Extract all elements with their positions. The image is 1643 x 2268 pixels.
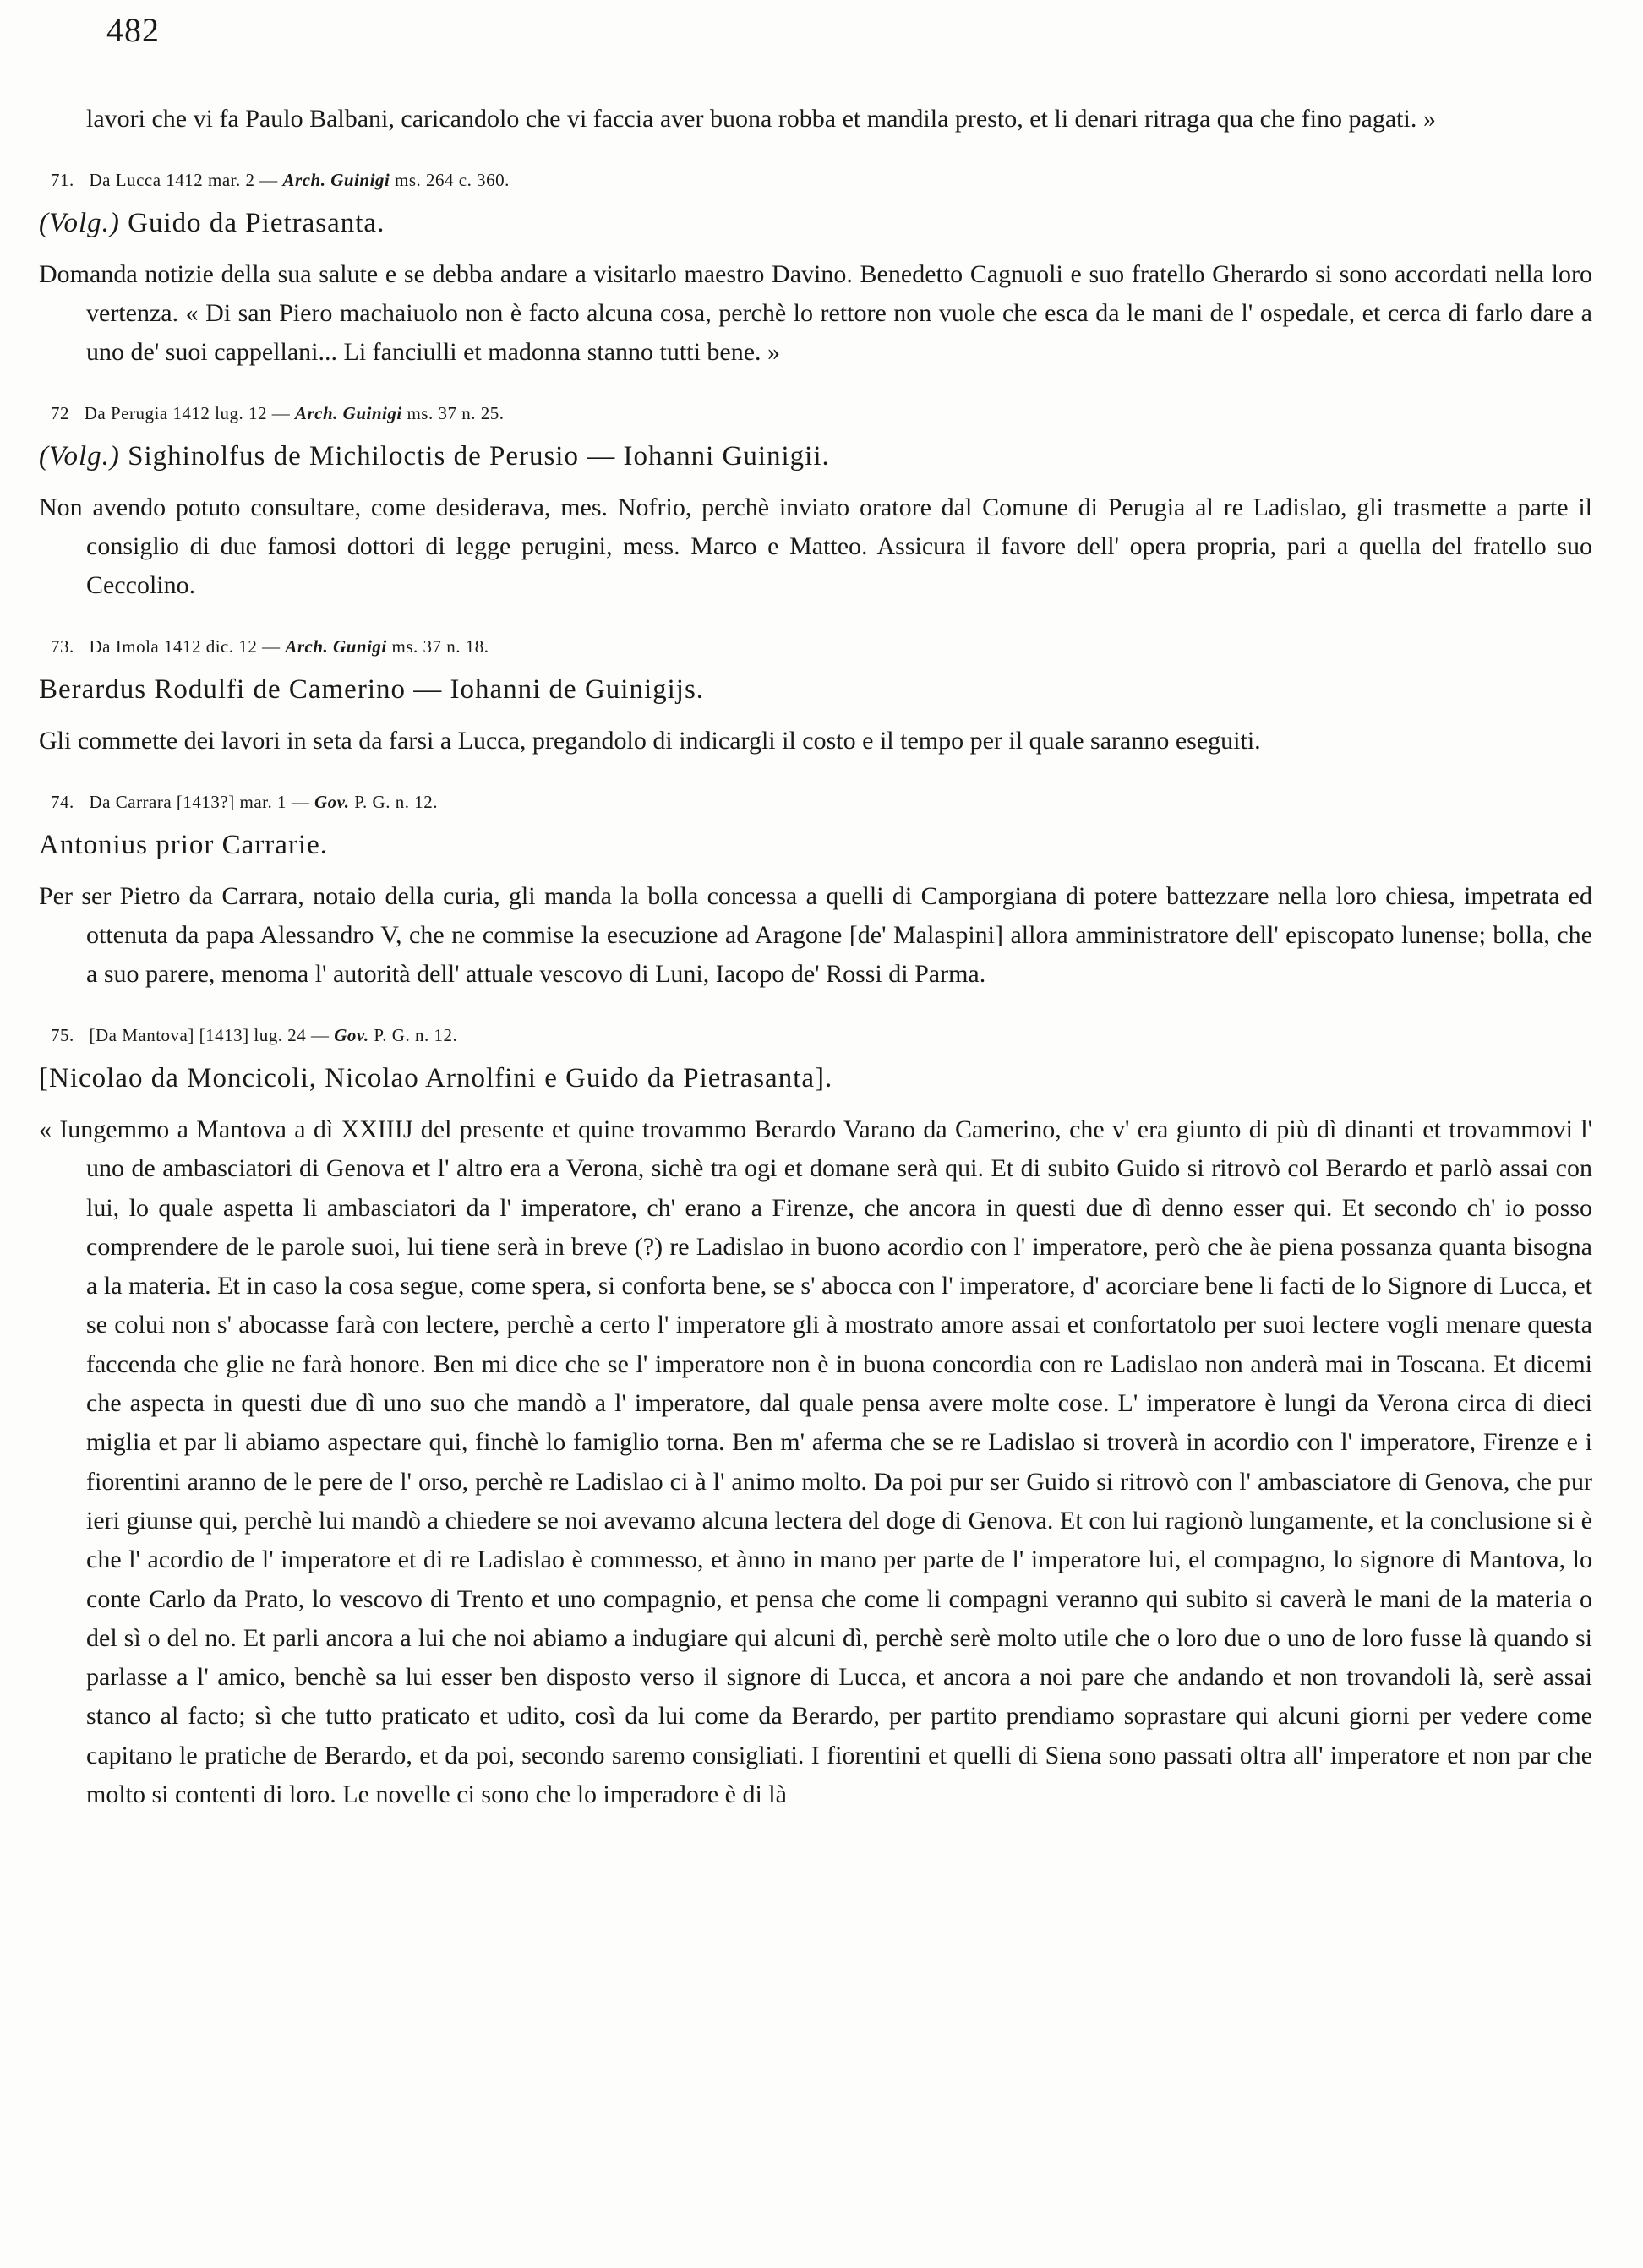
archive-ref: ms. 37 n. 25. — [407, 403, 505, 423]
entry-summary: Per ser Pietro da Carrara, notaio della curia, gli manda la bolla concessa a quelli di Camporgiana di potere battezzare nella loro chiesa, impetrata ed ottenuta da papa Alessandro V, che ne commise la esecuzione ad Aragone [de' Malaspini] allora amministratore dell' episcopato lunense; bolla, che a suo parere, menoma l' autorità dell' attuale vescovo di Luni, Iacopo de' Rossi di Parma. — [39, 882, 1592, 988]
correspondents: Sighinolfus de Michiloctis de Perusio — Iohanni Guinigii. — [128, 441, 830, 472]
archive-ref: ms. 264 c. 360. — [395, 170, 510, 190]
entry-header — [51, 789, 1592, 815]
archive-name: Arch. Gunigi — [285, 636, 387, 657]
entry-number: 73. — [51, 636, 74, 657]
entry-summary: Non avendo potuto consultare, come desiderava, mes. Nofrio, perchè inviato oratore dal Comune di Perugia al re Ladislao, gli trasmette a parte il consiglio di due famosi dottori di legge perugini, mess. Marco e Matteo. Assicura il favore dell' opera propria, pari a quella del fratello suo Ceccolino. — [39, 493, 1592, 599]
correspondents: Berardus Rodulfi de Camerino — Iohanni de Guinigijs. — [39, 674, 705, 705]
entry-number: 75. — [51, 1025, 74, 1045]
entry-title — [39, 669, 1592, 710]
entry-place-date: Da Imola 1412 dic. 12 — — [89, 636, 281, 657]
archive-name: Gov. — [314, 792, 350, 812]
correspondents: [Nicolao da Moncicoli, Nicolao Arnolfini e Guido da Pietrasanta]. — [39, 1063, 833, 1093]
archive-name: Gov. — [334, 1025, 369, 1045]
archive-ref: P. G. n. 12. — [374, 1025, 458, 1045]
entry-title — [39, 825, 1592, 865]
entry-place-date: Da Lucca 1412 mar. 2 — — [89, 170, 278, 190]
archive-ref: ms. 37 n. 18. — [391, 636, 489, 657]
entry-75 — [39, 1022, 1592, 1814]
archive-name: Arch. Guinigi — [282, 170, 390, 190]
volg-note: (Volg.) — [39, 441, 120, 472]
correspondents: Antonius prior Carrarie. — [39, 830, 328, 860]
entry-74 — [39, 789, 1592, 994]
entry-number: 71. — [51, 170, 74, 190]
entry-72 — [39, 401, 1592, 605]
page-content — [39, 100, 1592, 1843]
letter-text: « Iungemmo a Mantova a dì XXIIIJ del presente et quine trovammo Berardo Varano da Camerino, che v' era giunto di più dì dinanti et trovammovi l' uno de ambasciatori di Genova et l' altro era a Verona, sichè tra ogi et domane serà qui. Et di subito Guido si ritrovò col Berardo et parlò assai con lui, lo quale aspetta li ambasciatori da l' imperatore, ch' erano a Firenze, che ancora in questi due dì denno esser qui. Et secondo ch' io posso comprendere de le parole suoi, lui tiene serà in breve (?) re Ladislao in buono acordio con l' imperatore, però che àe piena possanza quanta bisogna a la materia. Et in caso la cosa segue, come spera, si conforta bene, se s' abocca con l' imperatore, d' acorciare bene li facti de lo Signore di Lucca, et se colui non s' abocasse farà con lectere, perchè a certo l' imperatore gli à mostrato amore assai et confortatolo per suoi lectere vogli menare questa faccenda che glie ne farà honore. Ben mi dice che se l' imperatore non è in buona concordia con re Ladislao non anderà mai in Toscana. Et dicemi che aspecta in questi due dì uno suo che mandò a l' imperatore, dal quale pensa avere molte cose. L' imperatore è lungi da Verona circa di dieci miglia et par li abiamo aspectare qui, finchè lo famiglio torna. Ben m' aferma che se re Ladislao si troverà in acordio con l' imperatore, Firenze e i fiorentini aranno de le pere de l' orso, perchè re Ladislao ci à l' animo molto. Da poi pur ser Guido si ritrovò con l' ambasciatore di Genova, che pur ieri giunse qui, perchè lui mandò a chiedere se noi avevamo alcuna lectera del doge di Genova. Et con lui ragionò lungamente, et la conclusione si è che l' acordio de l' imperatore et di re Ladislao è commesso, et ànno in mano per parte de l' imperatore lui, el compagno, lo signore di Mantova, lo conte Carlo da Prato, lo vescovo di Trento et uno compagnio, et pensa che come li compagni veranno qui subito si caverà le mani de la materia o del sì o del no. Et parli ancora a lui che noi abiamo a indugiare qui alcuni dì, perchè serè molto utile che o loro due o uno de loro fusse là quando si parlasse a l' amico, benchè sa lui esser ben disposto verso il signore di Lucca, et ancora a noi pare che andando et non trovandoli là, serè assai stanco al facto; sì che tutto praticato et udito, così da lui come da Berardo, per partito prendiamo soprastare qui alcuni giorni per vedere come capitano le pratiche de Berardo, et da poi, secondo saremo consigliati. I fiorentini et quelli di Siena sono passati oltra all' imperatore et non par che molto si contenti di loro. Le novelle ci sono che lo imperadore è di là — [39, 1115, 1592, 1809]
entry-number: 74. — [51, 792, 74, 812]
archive-name: Arch. Guinigi — [294, 403, 402, 423]
entry-header — [51, 167, 1592, 193]
entry-place-date: Da Perugia 1412 lug. 12 — — [84, 403, 291, 423]
entry-place-date: Da Carrara [1413?] mar. 1 — — [89, 792, 310, 812]
entry-73 — [39, 634, 1592, 761]
entry-title — [39, 203, 1592, 243]
entry-number: 72 — [51, 403, 69, 423]
entry-71 — [39, 167, 1592, 372]
entry-header — [51, 1022, 1592, 1048]
entry-place-date: [Da Mantova] [1413] lug. 24 — — [89, 1025, 330, 1045]
entry-summary: Domanda notizie della sua salute e se debba andare a visitarlo maestro Davino. Benedetto Cagnuoli e suo fratello Gherardo si sono accordati nella loro vertenza. « Di san Piero machaiuolo non è facto alcuna cosa, perchè lo rettore non vuole che esca da le mani de l' ospedale, et cerca di farlo dare a uno de' suoi cappellani... Li fanciulli et madonna stanno tutti bene. » — [39, 260, 1592, 366]
entry-header — [51, 634, 1592, 659]
entry-title — [39, 1058, 1592, 1099]
archive-ref: P. G. n. 12. — [354, 792, 438, 812]
entry-header — [51, 401, 1592, 426]
entry-title — [39, 436, 1592, 477]
continuation-paragraph: lavori che vi fa Paulo Balbani, caricandolo che vi faccia aver buona robba et mandila presto, et li denari ritraga qua che fino pagati. » — [86, 105, 1436, 133]
entry-summary: Gli commette dei lavori in seta da farsi a Lucca, pregandolo di indicargli il costo e il tempo per il quale saranno eseguiti. — [39, 727, 1261, 755]
correspondents: Guido da Pietrasanta. — [128, 208, 385, 238]
page-number: 482 — [106, 11, 160, 49]
volg-note: (Volg.) — [39, 208, 120, 238]
